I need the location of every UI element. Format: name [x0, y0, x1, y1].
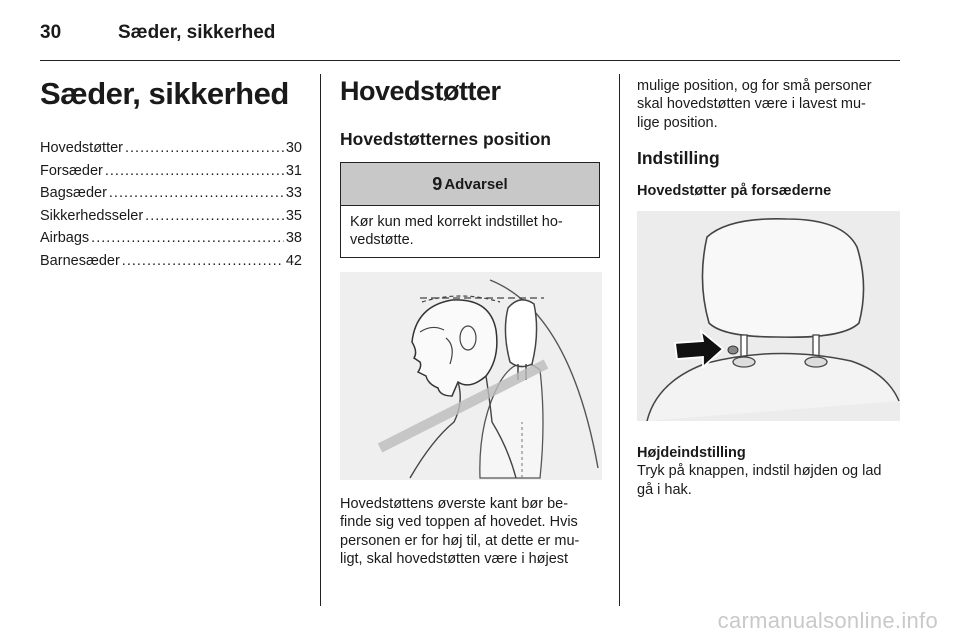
toc-leader	[122, 253, 284, 269]
toc-label: Barnesæder	[40, 252, 120, 269]
section-title: Hovedstøtter	[340, 76, 501, 106]
toc-entry[interactable]	[40, 230, 302, 253]
toc-label: Forsæder	[40, 162, 103, 179]
chapter-title: Sæder, sikkerhed	[40, 76, 289, 111]
paragraph-line: Hovedstøttens øverste kant bør be-	[340, 496, 569, 512]
section-subtitle: Hovedstøtternes position	[340, 129, 551, 149]
toc-entry[interactable]	[40, 185, 302, 208]
adjustment-heading: Indstilling	[637, 148, 720, 169]
column-divider-2	[619, 74, 620, 606]
front-headrests-heading: Hovedstøtter på forsæderne	[637, 183, 832, 200]
warning-title: Advarsel	[444, 175, 508, 193]
warning-box	[340, 162, 600, 258]
header-rule	[40, 60, 900, 61]
headrest-position-illustration	[340, 272, 602, 485]
toc-page: 35	[285, 207, 302, 224]
section-column	[340, 76, 602, 569]
paragraph-line: mulige position, og for små personer	[637, 78, 872, 94]
paragraph-line: finde sig ved toppen af hovedet. Hvis	[340, 514, 578, 531]
warning-header	[341, 163, 599, 206]
toc-leader	[145, 208, 284, 224]
table-of-contents	[40, 140, 302, 276]
page-number: 30	[40, 22, 62, 43]
toc-page: 31	[285, 162, 302, 179]
headrest-adjust-figure	[637, 211, 900, 421]
paragraph-line: personen er for høj til, at dette er mu-	[340, 532, 580, 549]
toc-page: 38	[285, 230, 302, 247]
toc-leader	[105, 163, 284, 179]
running-header: Sæder, sikkerhed	[118, 22, 276, 43]
toc-label: Sikkerhedsseler	[40, 207, 144, 224]
toc-page: 33	[285, 185, 302, 202]
toc-leader	[91, 230, 284, 246]
toc-label: Airbags	[40, 230, 90, 247]
height-adjustment-heading: Højdeindstilling	[637, 445, 746, 462]
height-adjustment-text: Tryk på knappen, indstil højden og lad gå i hak.	[637, 463, 882, 498]
toc-leader	[125, 140, 284, 156]
paragraph-line: lige position.	[637, 114, 718, 131]
headrest-button-illustration	[637, 211, 900, 426]
column-divider-1	[320, 74, 321, 606]
toc-leader	[109, 185, 284, 201]
watermark: carmanualsonline.info	[717, 608, 938, 633]
toc-entry[interactable]	[40, 208, 302, 231]
toc-entry[interactable]	[40, 140, 302, 163]
chapter-column	[40, 76, 302, 276]
toc-entry[interactable]	[40, 163, 302, 186]
toc-label: Hovedstøtter	[40, 140, 123, 156]
paragraph-line: skal hovedstøtten være i lavest mu-	[637, 96, 866, 113]
adjustment-column	[637, 77, 900, 499]
toc-page: 30	[285, 140, 302, 156]
paragraph-line: ligt, skal hovedstøtten være i højest	[340, 551, 569, 568]
continuation-paragraph	[637, 77, 900, 132]
toc-label: Bagsæder	[40, 185, 107, 202]
warning-text: Kør kun med korrekt indstillet ho-vedstøtte.	[350, 214, 563, 248]
toc-page: 42	[285, 252, 302, 269]
warning-triangle-icon: 9	[432, 173, 443, 194]
driver-headrest-figure	[340, 272, 602, 480]
toc-entry[interactable]	[40, 253, 302, 276]
position-paragraph	[340, 495, 602, 569]
